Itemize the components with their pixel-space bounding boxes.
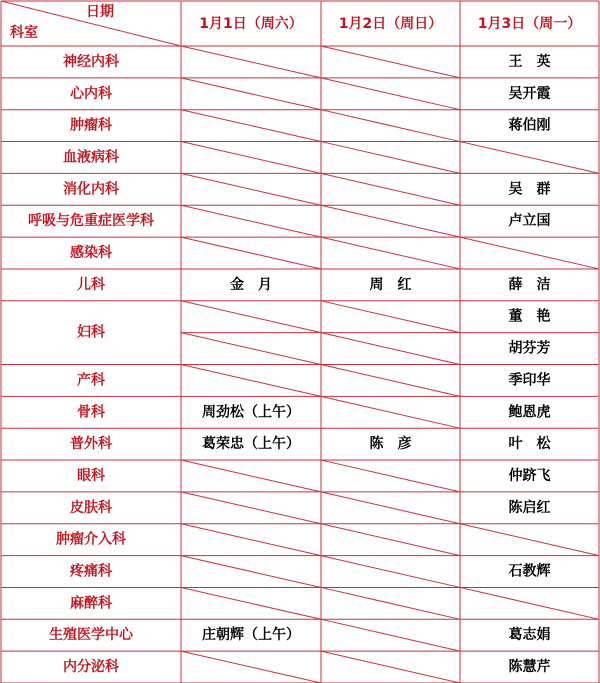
- header-date-2: 1月2日（周日）: [338, 16, 443, 32]
- department-name: 肿瘤介入科: [56, 531, 126, 548]
- department-name: 肿瘤科: [70, 117, 112, 134]
- duty-doctor-name: 鲍恩虎: [508, 404, 551, 421]
- header-date-1: 1月1日（周六）: [199, 16, 303, 32]
- duty-doctor-name: 董 艳: [508, 308, 551, 325]
- department-name: 麻醉科: [70, 595, 112, 612]
- department-name: 眼科: [77, 467, 105, 484]
- department-name: 感染科: [70, 245, 112, 262]
- duty-doctor-name: 陈启红: [508, 499, 551, 516]
- duty-doctor-name: 石教辉: [508, 563, 551, 580]
- department-name: 血液病科: [63, 149, 119, 166]
- department-name: 皮肤科: [70, 499, 112, 516]
- header-date-3: 1月3日（周一）: [477, 16, 582, 32]
- duty-doctor-name: 卢立国: [508, 213, 551, 230]
- duty-doctor-name: 葛志娟: [508, 627, 551, 644]
- duty-doctor-name: 陈 彦: [369, 436, 412, 453]
- duty-doctor-name: 金 月: [230, 276, 272, 293]
- duty-doctor-name: 薛 洁: [508, 276, 551, 293]
- header-dept-label: 科室: [10, 25, 38, 41]
- header-date-label: 日期: [86, 4, 114, 20]
- duty-doctor-name: 叶 松: [508, 436, 551, 453]
- duty-doctor-name: 吴 群: [508, 181, 551, 198]
- duty-doctor-name: 王 英: [508, 53, 551, 70]
- duty-doctor-name: 葛荣忠（上午）: [202, 436, 300, 453]
- department-name: 神经内科: [63, 53, 119, 70]
- department-name: 妇科: [77, 324, 105, 341]
- duty-doctor-name: 庄朝辉（上午）: [202, 627, 300, 644]
- duty-doctor-name: 陈慧芹: [508, 659, 551, 676]
- duty-doctor-name: 吴开霞: [508, 85, 551, 102]
- duty-doctor-name: 胡芬芳: [508, 340, 551, 357]
- duty-doctor-name: 季印华: [508, 372, 551, 389]
- duty-doctor-name: 周 红: [369, 276, 412, 293]
- department-name: 产科: [77, 372, 105, 389]
- department-name: 骨科: [77, 404, 105, 421]
- department-name: 呼吸与危重症医学科: [28, 213, 154, 230]
- department-name: 疼痛科: [70, 563, 112, 580]
- department-name: 普外科: [70, 436, 112, 453]
- department-name: 生殖医学中心: [49, 627, 133, 644]
- duty-doctor-name: 仲跻飞: [508, 467, 551, 484]
- duty-doctor-name: 蒋伯刚: [508, 117, 551, 134]
- department-name: 内分泌科: [63, 659, 119, 676]
- department-name: 消化内科: [63, 181, 119, 198]
- department-name: 儿科: [77, 276, 105, 293]
- duty-doctor-name: 周劲松（上午）: [202, 404, 300, 421]
- department-name: 心内科: [70, 85, 112, 102]
